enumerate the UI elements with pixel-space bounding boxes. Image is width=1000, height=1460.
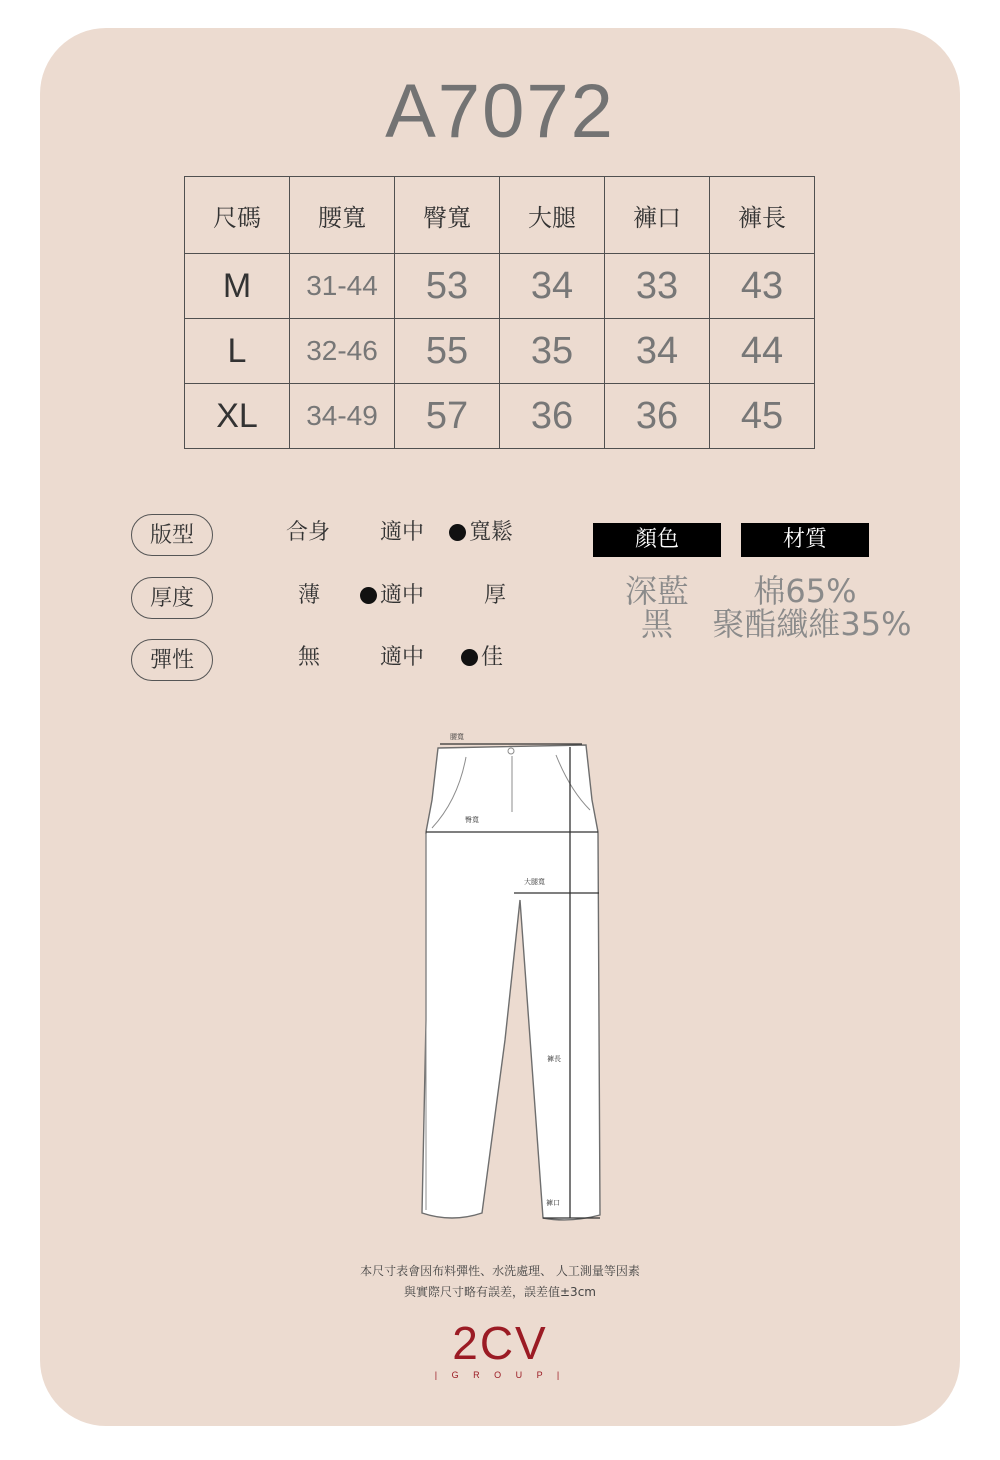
thickness-option-medium: 適中 [360,582,424,610]
elasticity-option-good: 佳 [461,644,503,672]
elasticity-label: 彈性 [131,639,213,681]
elasticity-option-medium: 適中 [380,645,425,670]
fit-option-regular: 適中 [380,520,425,545]
thickness-option-thick: 厚 [484,583,507,608]
disclaimer-line-2: 與實際尺寸略有誤差，誤差值±3cm [404,1285,596,1299]
header-hem: 褲口 [605,177,710,254]
size-cell: XL [185,384,290,449]
pants-outline [422,745,600,1220]
hem-cell: 36 [605,384,710,449]
header-size: 尺碼 [185,177,290,254]
elasticity-option-none: 無 [298,645,321,670]
thigh-cell: 34 [500,254,605,319]
material-value-cotton: 棉65% [753,572,857,610]
thickness-label: 厚度 [131,577,213,619]
thickness-option-thin: 薄 [298,583,321,608]
size-cell: L [185,319,290,384]
color-value-black: 黑 [640,605,673,643]
disclaimer-line-1: 本尺寸表會因布料彈性、水洗處理、 人工測量等因素 [360,1264,640,1278]
hem-cell: 34 [605,319,710,384]
color-value-navy: 深藍 [624,572,689,610]
hip-cell: 57 [395,384,500,449]
diagram-label-hip: 臀寬 [465,816,479,824]
material-label: 材質 [741,523,869,557]
hip-cell: 55 [395,319,500,384]
header-length: 褲長 [710,177,815,254]
thigh-cell: 35 [500,319,605,384]
diagram-label-thigh: 大腿寬 [524,878,545,886]
diagram-label-length: 褲長 [547,1055,561,1063]
size-cell: M [185,254,290,319]
fit-label: 版型 [131,514,213,556]
length-cell: 45 [710,384,815,449]
brand-logo: 2CV [452,1317,548,1369]
fit-option-loose: 寬鬆 [449,519,513,547]
waist-cell: 32-46 [290,319,395,384]
diagram-label-hem: 褲口 [546,1199,560,1207]
model-title: A7072 [385,69,615,154]
length-cell: 43 [710,254,815,319]
hip-cell: 53 [395,254,500,319]
diagram-label-waist: 腰寬 [450,733,464,741]
color-label: 顏色 [593,523,721,557]
header-hip: 臀寬 [395,177,500,254]
hem-cell: 33 [605,254,710,319]
thigh-cell: 36 [500,384,605,449]
header-waist: 腰寬 [290,177,395,254]
waist-cell: 34-49 [290,384,395,449]
header-thigh: 大腿 [500,177,605,254]
material-value-polyester: 聚酯纖維35% [712,605,912,643]
waist-cell: 31-44 [290,254,395,319]
length-cell: 44 [710,319,815,384]
fit-option-fitted: 合身 [286,520,331,545]
brand-logo-subtitle: | G R O U P | [434,1370,566,1380]
